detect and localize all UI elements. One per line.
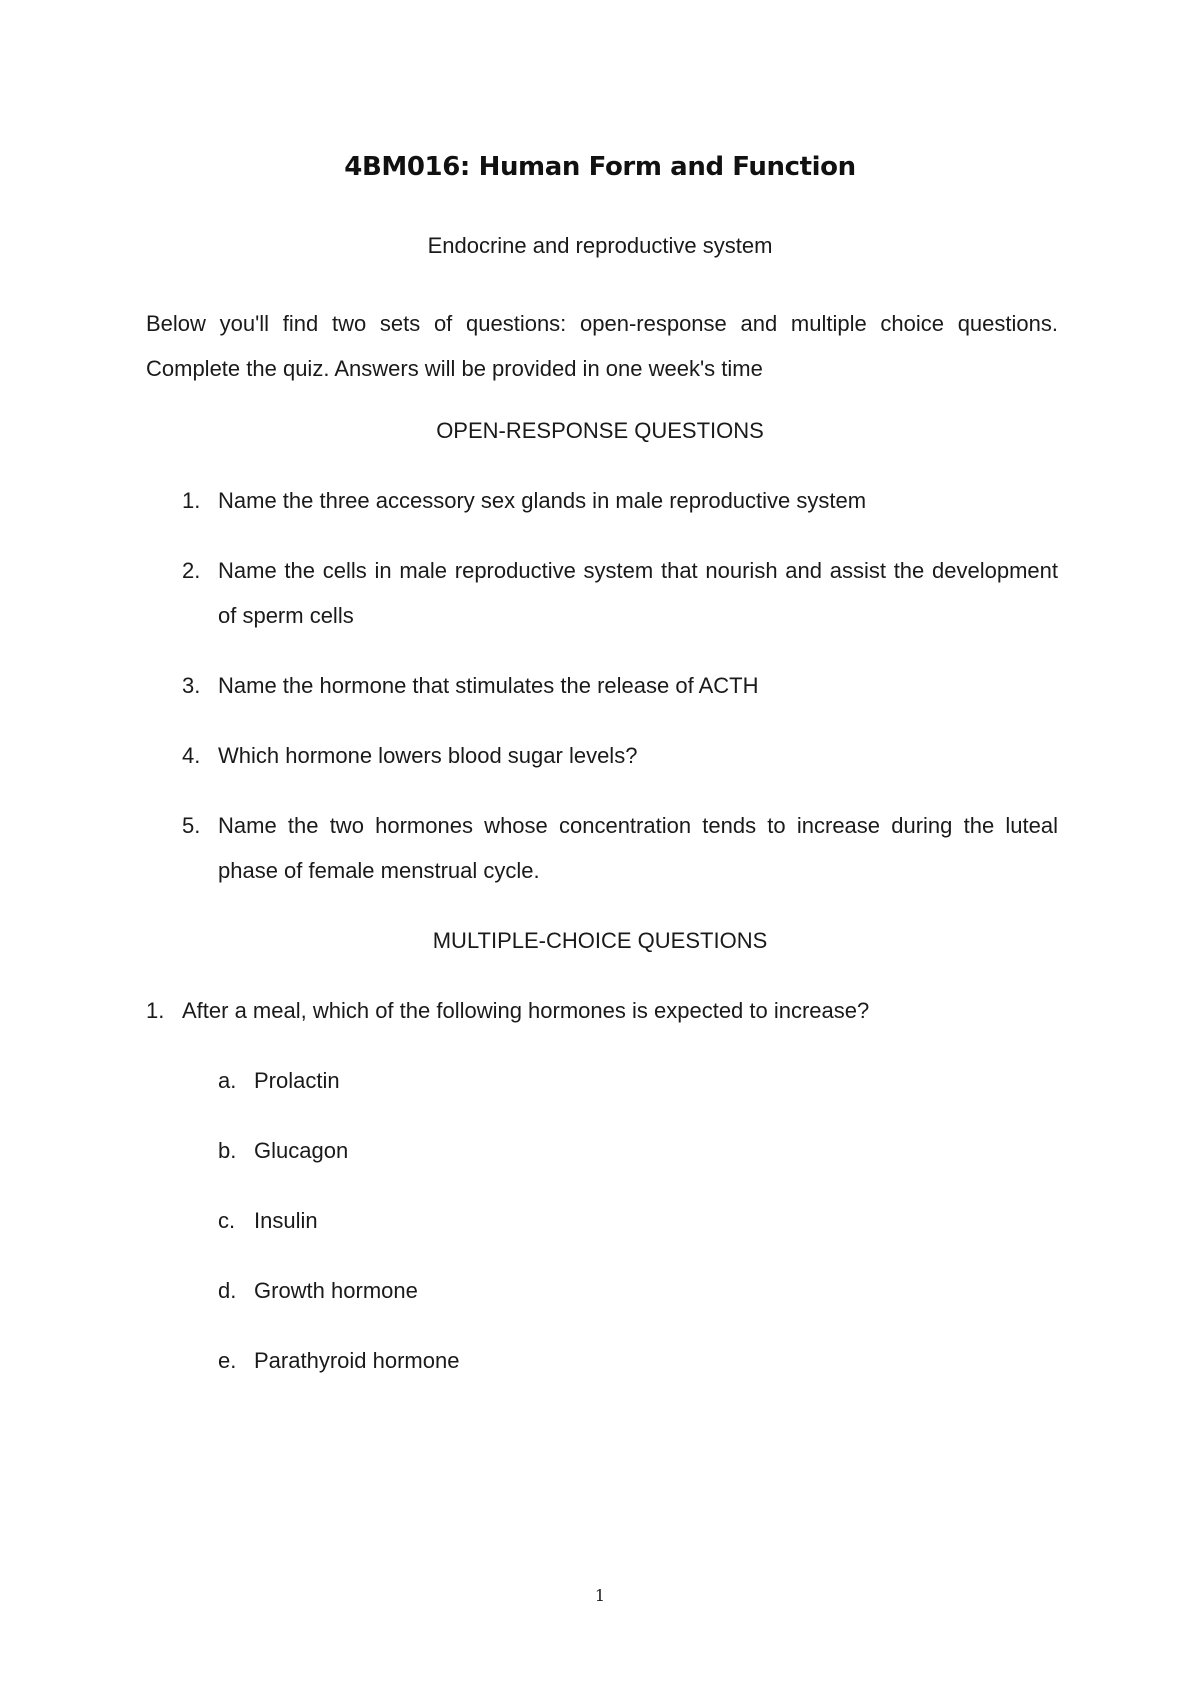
open-question-4 xyxy=(182,733,1058,778)
open-question-5 xyxy=(182,803,1058,893)
mc-option-e xyxy=(218,1338,918,1383)
option-letter: c. xyxy=(218,1208,236,1233)
page-number: 1 xyxy=(594,1586,606,1605)
question-number: 1. xyxy=(182,488,201,513)
document-title: 4BM016: Human Form and Function xyxy=(344,152,856,182)
question-text: Name the three accessory sex glands in male reproductive system xyxy=(218,488,867,513)
question-number: 2. xyxy=(182,558,201,583)
option-text: Parathyroid hormone xyxy=(254,1348,460,1373)
question-text: Name the two hormones whose concentration tends to increase during the luteal phase of female menstrual cycle. xyxy=(218,813,1058,883)
option-text: Glucagon xyxy=(254,1138,349,1163)
document-subtitle: Endocrine and reproductive system xyxy=(427,233,773,258)
open-response-heading: OPEN-RESPONSE QUESTIONS xyxy=(436,418,764,443)
option-letter: b. xyxy=(218,1138,237,1163)
mc-option-d xyxy=(218,1268,918,1313)
question-text: After a meal, which of the following hormones is expected to increase? xyxy=(182,998,870,1023)
question-number: 4. xyxy=(182,743,201,768)
option-letter: d. xyxy=(218,1278,237,1303)
mc-question-1 xyxy=(146,988,1058,1033)
question-number: 3. xyxy=(182,673,201,698)
open-question-1 xyxy=(182,478,1058,523)
question-text: Name the cells in male reproductive system that nourish and assist the development of sperm cells xyxy=(218,558,1058,628)
question-text: Name the hormone that stimulates the release of ACTH xyxy=(218,673,759,698)
intro-paragraph: Below you'll find two sets of questions: open-response and multiple choice questions. Complete the quiz. Answers will be provided in one week's time xyxy=(146,311,1058,381)
question-text: Which hormone lowers blood sugar levels? xyxy=(218,743,638,768)
option-text: Insulin xyxy=(254,1208,318,1233)
mc-option-a xyxy=(218,1058,918,1103)
question-number: 5. xyxy=(182,813,201,838)
option-letter: e. xyxy=(218,1348,237,1373)
option-text: Prolactin xyxy=(254,1068,340,1093)
option-text: Growth hormone xyxy=(254,1278,418,1303)
option-letter: a. xyxy=(218,1068,237,1093)
mc-option-c xyxy=(218,1198,918,1243)
multiple-choice-heading: MULTIPLE-CHOICE QUESTIONS xyxy=(432,928,768,953)
open-question-3 xyxy=(182,663,1058,708)
mc-option-b xyxy=(218,1128,918,1173)
question-number: 1. xyxy=(146,998,165,1023)
open-question-2 xyxy=(182,548,1058,638)
